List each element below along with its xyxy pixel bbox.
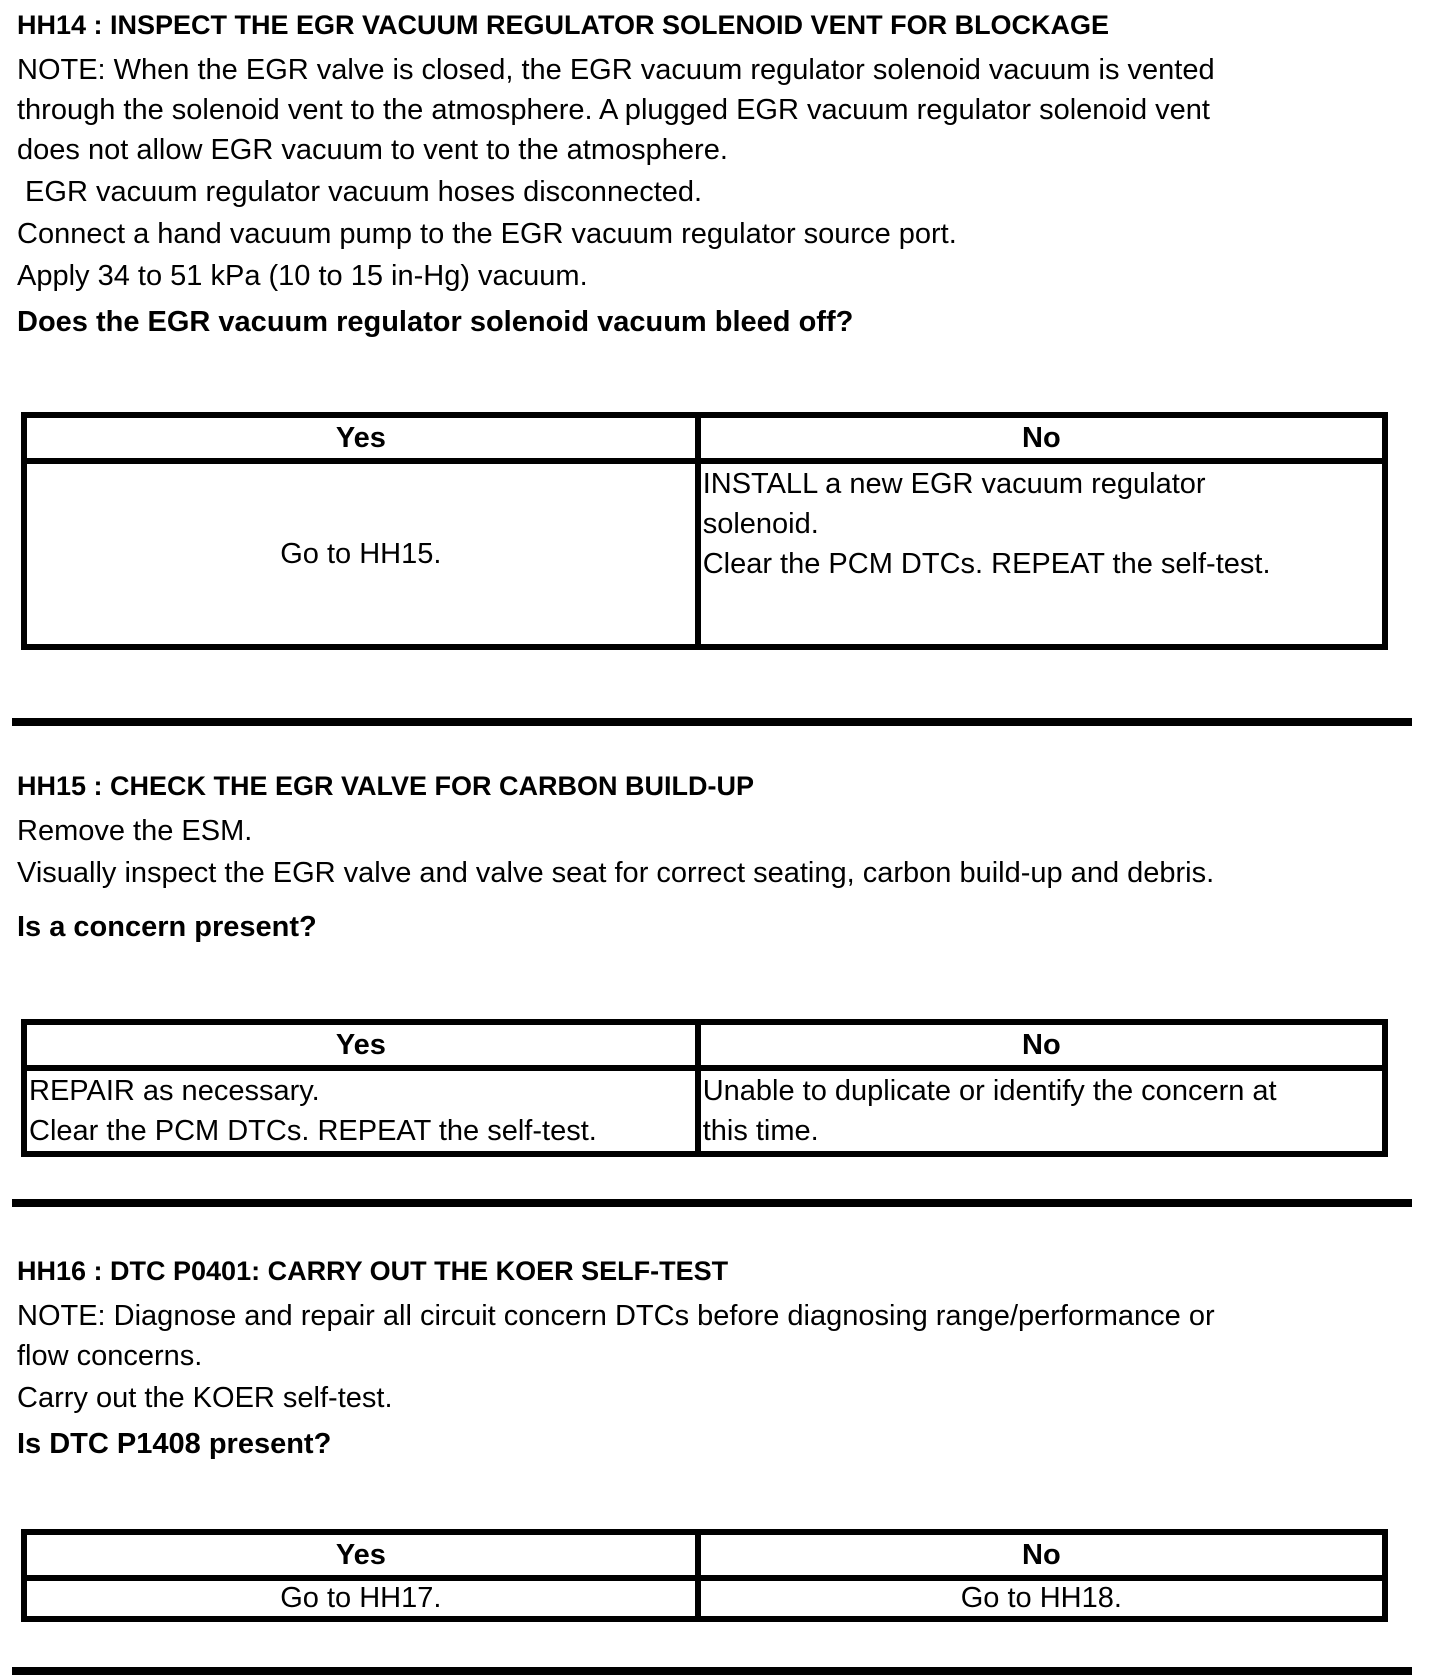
- step-paragraph: [17, 1378, 1440, 1418]
- text-line: Connect a hand vacuum pump to the EGR vacuum regulator source port.: [17, 218, 957, 250]
- text-line: Is DTC P1408 present?: [17, 1428, 332, 1460]
- no-column-header: No: [698, 1022, 1385, 1068]
- step-paragraph: [17, 853, 1440, 893]
- table-header-row: [24, 1022, 1385, 1068]
- step-heading-hh16: HH16 : DTC P0401: CARRY OUT THE KOER SELF-TEST: [17, 1256, 729, 1286]
- text-line: does not allow EGR vacuum to vent to the atmosphere.: [17, 134, 728, 166]
- text-line: Carry out the KOER self-test.: [17, 1382, 393, 1414]
- action-line: INSTALL a new EGR vacuum regulator: [702, 468, 1206, 500]
- step-paragraph: [17, 214, 1440, 254]
- step-paragraph: [17, 172, 1440, 212]
- action-line: Clear the PCM DTCs. REPEAT the self-test.: [702, 548, 1271, 580]
- section-divider-rule: [12, 1199, 1412, 1207]
- decision-table-hh16: [21, 1529, 1388, 1622]
- text-line: Remove the ESM.: [17, 815, 253, 847]
- yes-column-header: Yes: [24, 1022, 698, 1068]
- section-divider-rule: [12, 718, 1412, 726]
- no-action-cell: [698, 1578, 1385, 1619]
- text-line: EGR vacuum regulator vacuum hoses disconnected.: [17, 176, 703, 208]
- section-hh15: [17, 769, 1440, 1207]
- step-paragraph: [17, 811, 1440, 851]
- yes-column-header: Yes: [24, 415, 698, 461]
- table-body-row: [24, 461, 1385, 647]
- note-paragraph: [17, 50, 1440, 170]
- decision-question: [17, 1424, 1440, 1464]
- table-body-row: [24, 1068, 1385, 1154]
- action-line: Clear the PCM DTCs. REPEAT the self-test.: [29, 1115, 597, 1147]
- text-line: Is a concern present?: [17, 911, 317, 943]
- decision-table-hh15: [21, 1019, 1388, 1157]
- text-line: Does the EGR vacuum regulator solenoid vacuum bleed off?: [17, 306, 854, 338]
- action-line: solenoid.: [702, 508, 819, 540]
- yes-action-cell: [24, 461, 698, 647]
- step-heading-hh14: HH14 : INSPECT THE EGR VACUUM REGULATOR SOLENOID VENT FOR BLOCKAGE: [17, 10, 1110, 40]
- table-body-row: [24, 1578, 1385, 1619]
- section-hh16: [17, 1254, 1440, 1675]
- action-line: this time.: [702, 1115, 819, 1147]
- no-column-header: No: [698, 1532, 1385, 1578]
- decision-table-hh14: [21, 412, 1388, 650]
- note-paragraph: [17, 1296, 1440, 1376]
- action-line: Go to HH18.: [960, 1582, 1122, 1614]
- text-line: NOTE: When the EGR valve is closed, the EGR vacuum regulator solenoid vacuum is vented: [17, 54, 1215, 86]
- text-line: Apply 34 to 51 kPa (10 to 15 in-Hg) vacuum.: [17, 260, 588, 292]
- decision-question: [17, 302, 1440, 342]
- yes-column-header: Yes: [24, 1532, 698, 1578]
- table-header-row: [24, 1532, 1385, 1578]
- section-hh14: [17, 8, 1440, 726]
- action-line: Go to HH15.: [280, 538, 442, 570]
- decision-question: [17, 907, 1440, 947]
- text-line: through the solenoid vent to the atmosphere. A plugged EGR vacuum regulator solenoid vent: [17, 94, 1210, 126]
- no-column-header: No: [698, 415, 1385, 461]
- step-heading-hh15: HH15 : CHECK THE EGR VALVE FOR CARBON BUILD-UP: [17, 771, 755, 801]
- text-line: Visually inspect the EGR valve and valve seat for correct seating, carbon build-up and debris.: [17, 857, 1215, 889]
- table-header-row: [24, 415, 1385, 461]
- action-line: Go to HH17.: [280, 1582, 442, 1614]
- text-line: NOTE: Diagnose and repair all circuit concern DTCs before diagnosing range/performance or: [17, 1300, 1215, 1332]
- yes-action-cell: [24, 1578, 698, 1619]
- no-action-cell: [698, 461, 1385, 647]
- yes-action-cell: [24, 1068, 698, 1154]
- step-paragraph: [17, 256, 1440, 296]
- action-line: REPAIR as necessary.: [29, 1075, 320, 1107]
- section-divider-rule: [12, 1667, 1412, 1675]
- no-action-cell: [698, 1068, 1385, 1154]
- action-line: Unable to duplicate or identify the concern at: [702, 1075, 1277, 1107]
- text-line: flow concerns.: [17, 1340, 203, 1372]
